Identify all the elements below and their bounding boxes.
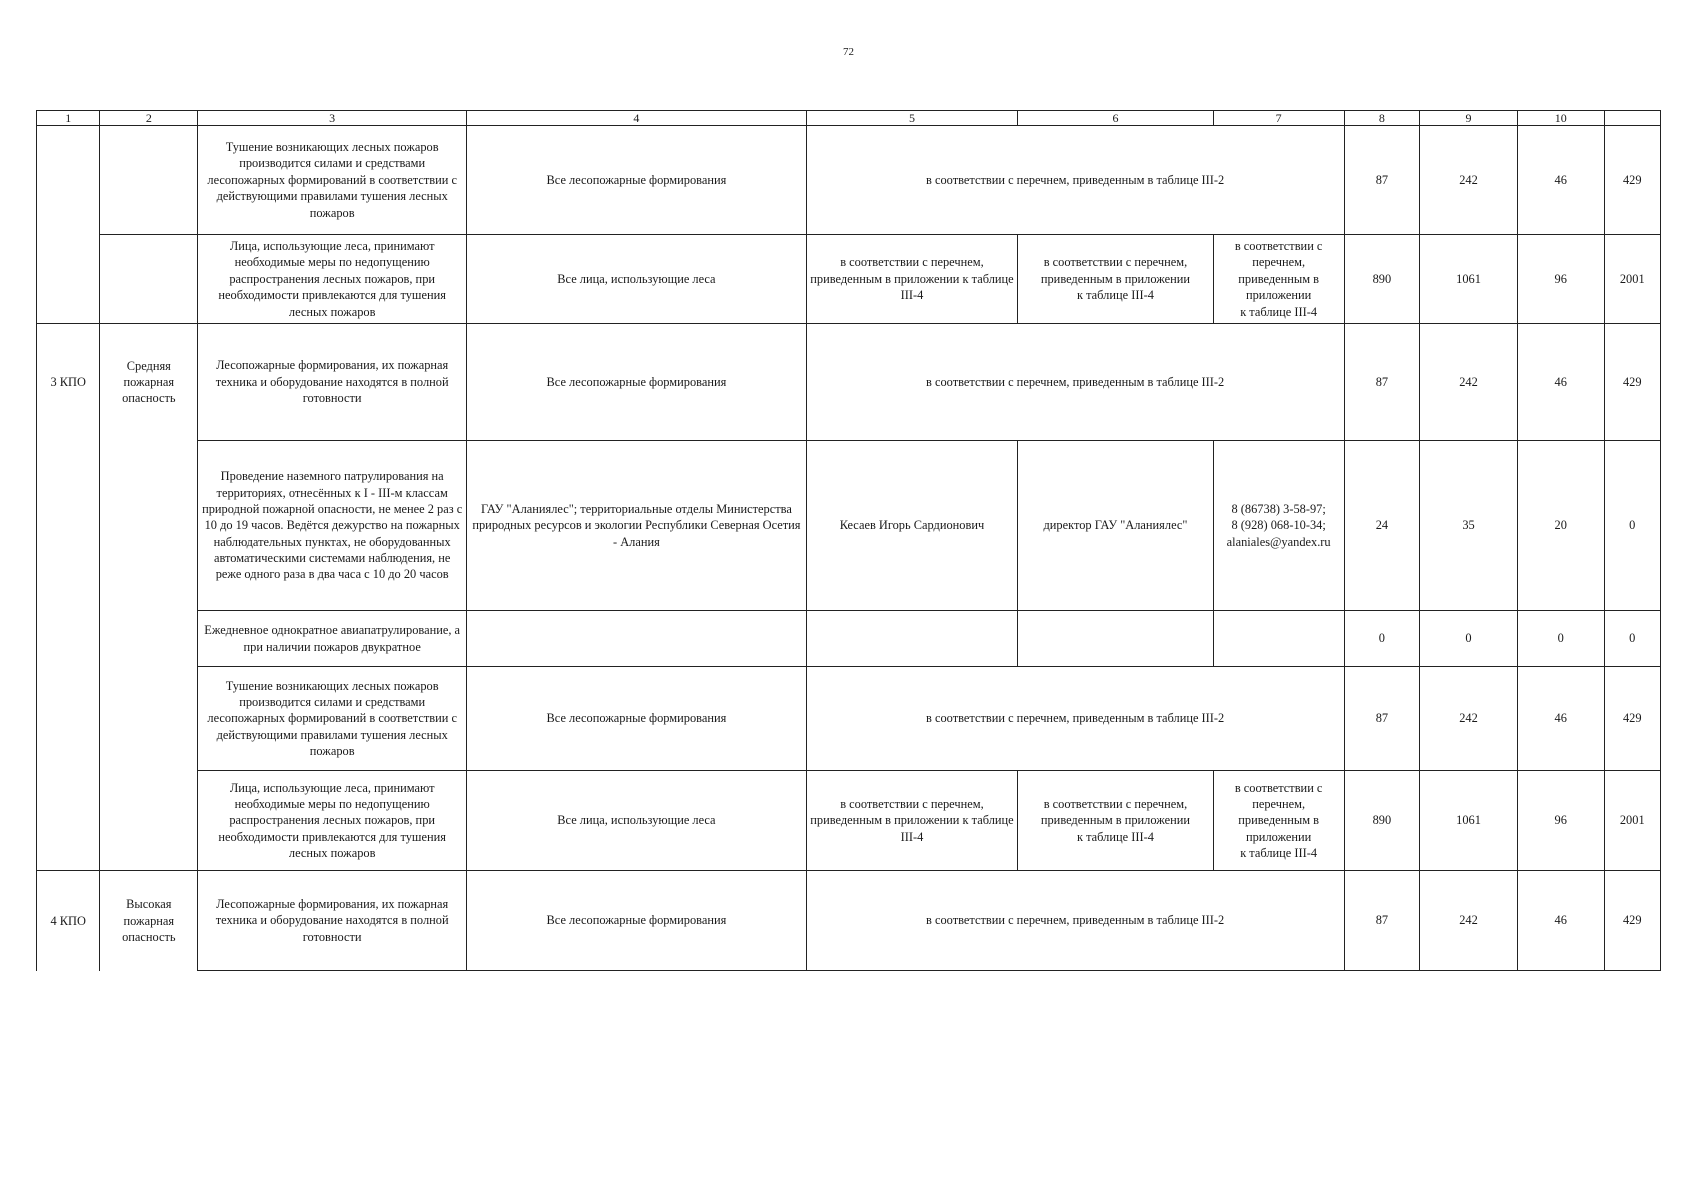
value-cell: 429	[1604, 667, 1660, 771]
value-cell: 2001	[1604, 235, 1660, 324]
executor-cell	[467, 611, 807, 667]
table-row	[37, 871, 1661, 971]
contacts-cell	[1213, 611, 1344, 667]
responsible-person-cell	[806, 611, 1018, 667]
column-number	[1604, 111, 1660, 126]
position-cell: директор ГАУ "Аланиялес"	[1018, 441, 1213, 611]
contacts-cell: в соответствии с перечнем, приведенным в приложении к таблице III-4	[1213, 771, 1344, 871]
table-row	[37, 771, 1661, 871]
danger-level-cell: Высокая пожарная опасность	[100, 871, 198, 971]
responsible-merged-cell: в соответствии с перечнем, приведенным в таблице III-2	[806, 126, 1344, 235]
executor-cell: Все лица, использующие леса	[467, 235, 807, 324]
measure-cell: Ежедневное однократное авиапатрулирование, а при наличии пожаров двукратное	[198, 611, 467, 667]
position-cell	[1018, 611, 1213, 667]
measure-cell: Лица, использующие леса, принимают необходимые меры по недопущению распространения лесных пожаров, при необходимости привлекаются для тушения лесных пожаров	[198, 235, 467, 324]
column-number: 2	[100, 111, 198, 126]
value-cell: 96	[1517, 771, 1604, 871]
contacts-cell: 8 (86738) 3-58-97; 8 (928) 068-10-34; alaniales@yandex.ru	[1213, 441, 1344, 611]
value-cell: 0	[1604, 611, 1660, 667]
table-row	[37, 611, 1661, 667]
value-cell: 1061	[1420, 771, 1518, 871]
table-row	[37, 235, 1661, 324]
value-cell: 46	[1517, 126, 1604, 235]
value-cell: 0	[1517, 611, 1604, 667]
value-cell: 0	[1604, 441, 1660, 611]
value-cell: 46	[1517, 871, 1604, 971]
value-cell: 24	[1344, 441, 1420, 611]
executor-cell: Все лесопожарные формирования	[467, 871, 807, 971]
measure-cell: Проведение наземного патрулирования на территориях, отнесённых к I - III-м классам природной пожарной опасности, не менее 2 раз с 10 до 19 часов. Ведётся дежурство на пожарных наблюдательных пунктах, не оборудованных автоматическими системами наблюдения, не реже одного раза в два часа с 10 до 20 часов	[198, 441, 467, 611]
value-cell: 242	[1420, 324, 1518, 441]
value-cell: 20	[1517, 441, 1604, 611]
value-cell: 242	[1420, 871, 1518, 971]
value-cell: 87	[1344, 126, 1420, 235]
column-number: 10	[1517, 111, 1604, 126]
fire-class-cell	[37, 667, 100, 771]
fire-class-cell	[37, 126, 100, 235]
value-cell: 429	[1604, 324, 1660, 441]
value-cell: 2001	[1604, 771, 1660, 871]
column-number: 4	[467, 111, 807, 126]
table-row	[37, 441, 1661, 611]
value-cell: 242	[1420, 667, 1518, 771]
responsible-person-cell: Кесаев Игорь Сардионович	[806, 441, 1018, 611]
fire-class-cell	[37, 441, 100, 611]
executor-cell: Все лесопожарные формирования	[467, 126, 807, 235]
value-cell: 46	[1517, 324, 1604, 441]
responsible-merged-cell: в соответствии с перечнем, приведенным в таблице III-2	[806, 324, 1344, 441]
value-cell: 96	[1517, 235, 1604, 324]
value-cell: 46	[1517, 667, 1604, 771]
responsible-person-cell: в соответствии с перечнем, приведенным в приложении к таблице III-4	[806, 771, 1018, 871]
fire-class-cell	[37, 771, 100, 871]
danger-level-cell	[100, 771, 198, 871]
responsible-merged-cell: в соответствии с перечнем, приведенным в таблице III-2	[806, 871, 1344, 971]
value-cell: 0	[1344, 611, 1420, 667]
danger-level-cell	[100, 611, 198, 667]
measure-cell: Тушение возникающих лесных пожаров производится силами и средствами лесопожарных формирований в соответствии с действующими правилами тушения лесных пожаров	[198, 126, 467, 235]
danger-level-cell	[100, 667, 198, 771]
column-number: 3	[198, 111, 467, 126]
column-number: 9	[1420, 111, 1518, 126]
column-number: 8	[1344, 111, 1420, 126]
fire-class-cell	[37, 235, 100, 324]
executor-cell: Все лица, использующие леса	[467, 771, 807, 871]
column-number: 6	[1018, 111, 1213, 126]
executor-cell: ГАУ "Аланиялес"; территориальные отделы Министерства природных ресурсов и экологии Республики Северная Осетия - Алания	[467, 441, 807, 611]
measure-cell: Тушение возникающих лесных пожаров производится силами и средствами лесопожарных формирований в соответствии с действующими правилами тушения лесных пожаров	[198, 667, 467, 771]
value-cell: 429	[1604, 871, 1660, 971]
table-row	[37, 667, 1661, 771]
column-number: 5	[806, 111, 1018, 126]
value-cell: 35	[1420, 441, 1518, 611]
value-cell: 87	[1344, 871, 1420, 971]
table-row	[37, 126, 1661, 235]
table-row	[37, 324, 1661, 441]
danger-level-cell	[100, 126, 198, 235]
column-number: 7	[1213, 111, 1344, 126]
measure-cell: Лесопожарные формирования, их пожарная техника и оборудование находятся в полной готовности	[198, 871, 467, 971]
responsible-person-cell: в соответствии с перечнем, приведенным в приложении к таблице III-4	[806, 235, 1018, 324]
measure-cell: Лица, использующие леса, принимают необходимые меры по недопущению распространения лесных пожаров, при необходимости привлекаются для тушения лесных пожаров	[198, 771, 467, 871]
value-cell: 1061	[1420, 235, 1518, 324]
measure-cell: Лесопожарные формирования, их пожарная техника и оборудование находятся в полной готовности	[198, 324, 467, 441]
contacts-cell: в соответствии с перечнем, приведенным в приложении к таблице III-4	[1213, 235, 1344, 324]
value-cell: 87	[1344, 324, 1420, 441]
value-cell: 890	[1344, 771, 1420, 871]
value-cell: 0	[1420, 611, 1518, 667]
fire-class-cell: 4 КПО	[37, 871, 100, 971]
value-cell: 429	[1604, 126, 1660, 235]
position-cell: в соответствии с перечнем, приведенным в приложении к таблице III-4	[1018, 771, 1213, 871]
page-number: 72	[843, 46, 854, 58]
fire-class-cell: 3 КПО	[37, 324, 100, 441]
danger-level-cell: Средняя пожарная опасность	[100, 324, 198, 441]
fire-class-cell	[37, 611, 100, 667]
value-cell: 890	[1344, 235, 1420, 324]
value-cell: 87	[1344, 667, 1420, 771]
column-number-row	[37, 111, 1661, 126]
fire-prevention-table	[36, 110, 1661, 971]
danger-level-cell	[100, 235, 198, 324]
position-cell: в соответствии с перечнем, приведенным в приложении к таблице III-4	[1018, 235, 1213, 324]
responsible-merged-cell: в соответствии с перечнем, приведенным в таблице III-2	[806, 667, 1344, 771]
danger-level-cell	[100, 441, 198, 611]
value-cell: 242	[1420, 126, 1518, 235]
executor-cell: Все лесопожарные формирования	[467, 667, 807, 771]
executor-cell: Все лесопожарные формирования	[467, 324, 807, 441]
column-number: 1	[37, 111, 100, 126]
